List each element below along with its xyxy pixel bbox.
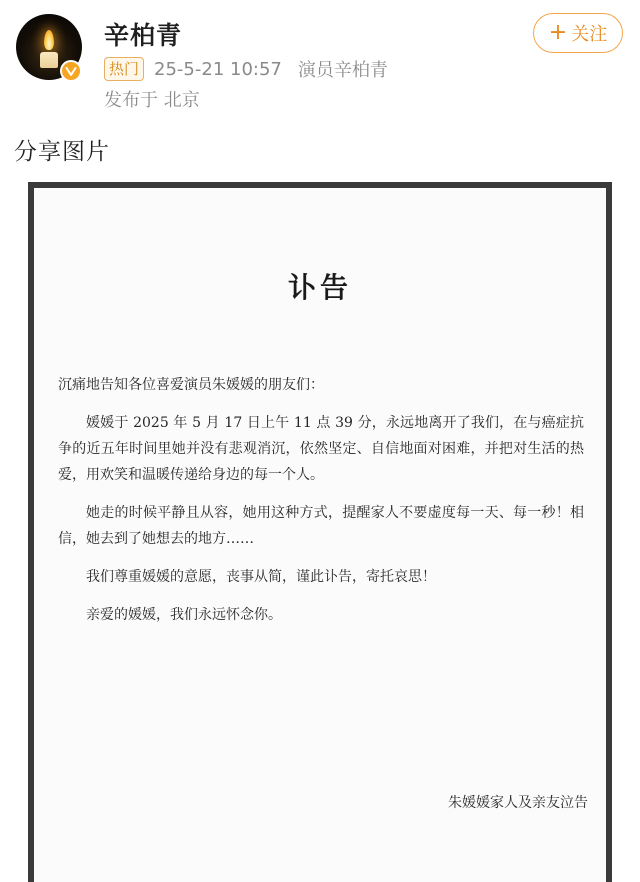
hot-badge: 热门 [104,57,144,81]
follow-button[interactable] [533,13,623,53]
post-meta [104,57,388,81]
notice-paragraph: 我们尊重媛媛的意愿，丧事从简，谨此讣告，寄托哀思！ [86,569,436,585]
user-name[interactable]: 辛柏青 [104,21,183,50]
avatar[interactable] [16,14,82,80]
verified-v-icon [65,65,77,77]
post-time: 25-5-21 10:57 [154,58,282,80]
follow-label: 关注 [571,24,608,45]
notice-paragraph: 她走的时候平静且从容，她用这种方式，提醒家人不要虚度每一天、每一秒！相信，她去到了她想去的地方…… [58,505,584,547]
notice-greeting: 沉痛地告知各位喜爱演员朱媛媛的朋友们： [58,377,324,393]
notice-paragraph: 媛媛于 2025 年 5 月 17 日上午 11 点 39 分，永远地离开了我们，在与癌症抗争的近五年时间里她并没有悲观消沉，依然坚定、自信地面对困难，并把对生活的热爱，用欢笑和温暖传递给身边的每一个人。 [58,415,584,483]
notice-body [58,372,584,640]
notice-signature: 朱媛媛家人及亲友泣告 [448,795,588,811]
candle-flame-icon [44,30,54,50]
candle-icon [40,52,58,68]
shared-image[interactable] [28,182,612,882]
notice-title: 讣告 [287,271,352,304]
post-location: 发布于 北京 [104,90,200,111]
verified-badge-icon [60,60,82,82]
plus-icon: + [548,20,568,45]
post-text: 分享图片 [14,139,110,165]
user-title: 演员辛柏青 [297,60,388,81]
notice-paragraph: 亲爱的媛媛，我们永远怀念你。 [86,607,282,623]
